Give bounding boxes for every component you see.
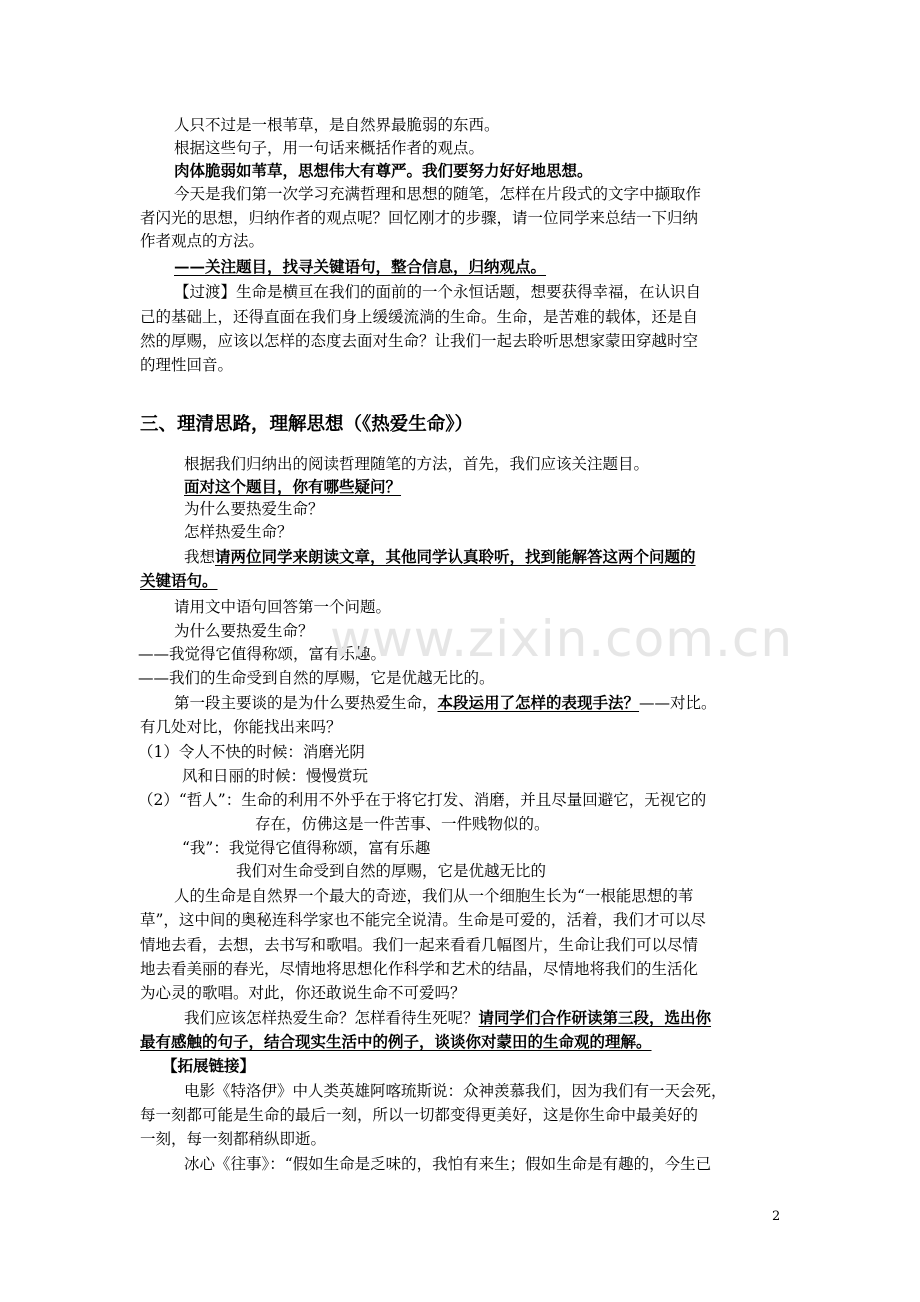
paragraph-line: 情地去看，去想，去书写和歌唱。我们一起来看看几幅图片，生命让我们可以尽情 [140, 936, 699, 954]
paragraph-line: 然的厚赐，应该以怎样的态度去面对生命？让我们一起去聆听思想家蒙田穿越时空 [140, 332, 699, 350]
question-item: 为什么要热爱生命？ [184, 500, 324, 518]
question-item: 为什么要热爱生命？ [174, 622, 314, 640]
method-summary-line: ——关注题目，找寻关键语句，整合信息，归纳观点。 [174, 257, 547, 276]
paragraph-line: 请用文中语句回答第一个问题。 [174, 598, 392, 616]
paragraph-line: 者闪光的思想，归纳作者的观点呢？回忆刚才的步骤，请一位同学来总结一下归纳 [140, 209, 699, 227]
task-emphasis-cont: 最有感触的句子，结合现实生活中的例子，谈谈你对蒙田的生命观的理解。 [140, 1032, 652, 1051]
analysis-lead: 第一段主要谈的是为什么要热爱生命， [174, 694, 438, 712]
answer-line: ——我觉得它值得称颂，富有乐趣。 [138, 645, 387, 663]
task-line [140, 1007, 790, 1029]
instruction-emphasis: 请两位同学来朗读文章，其他同学认真聆听，找到能解答这两个问题的 [215, 547, 696, 566]
contrast-item: （1）令人不快的时候：消磨光阴 [138, 743, 365, 761]
paragraph-line: 每一刻都可能是生命的最后一刻，所以一切都变得更美好，这是你生命中最美好的 [140, 1106, 699, 1124]
paragraph-line: 地去看美丽的春光，尽情地将思想化作科学和艺术的结晶，尽情地将我们的生活化 [140, 960, 699, 978]
analysis-line [140, 692, 790, 714]
contrast-item: 我们对生命受到自然的厚赐，它是优越无比的 [236, 862, 547, 880]
paragraph-line: 己的基础上，还得直面在我们身上缓缓流淌的生命。生命，是苦难的载体，还是自 [140, 308, 699, 326]
question-line: 面对这个题目，你有哪些疑问？ [184, 477, 402, 496]
instruction-line [140, 546, 790, 568]
paragraph-line: 一刻，每一刻都稍纵即逝。 [140, 1130, 327, 1148]
paragraph-line: 冰心《往事》：“假如生命是乏味的，我怕有来生；假如生命是有趣的，今生已 [184, 1155, 712, 1173]
instruction-lead: 我想 [184, 548, 216, 566]
paragraph-line: 有几处对比，你能找出来吗？ [140, 718, 342, 736]
technique-question: 本段运用了怎样的表现手法？ [437, 693, 640, 712]
paragraph-line: 为心灵的歌唱。对此，你还敢说生命不可爱吗？ [140, 984, 466, 1002]
paragraph-line: 根据这些句子，用一句话来概括作者的观点。 [174, 139, 485, 157]
contrast-item: 风和日丽的时候：慢慢赏玩 [182, 767, 369, 785]
contrast-item: （2）“哲人”：生命的利用不外乎在于将它打发、消磨，并且尽量回避它，无视它的 [138, 791, 707, 809]
paragraph-line: 电影《特洛伊》中人类英雄阿喀琉斯说：众神羡慕我们，因为我们有一天会死， [184, 1082, 727, 1100]
extension-heading: 【拓展链接】 [162, 1056, 256, 1075]
task-emphasis: 请同学们合作研读第三段，选出你 [478, 1008, 712, 1027]
paragraph-line: 人的生命是自然界一个最大的奇迹，我们从一个细胞生长为“一根能思想的苇 [174, 887, 694, 905]
watermark: www.zixin.com.cn [330, 610, 794, 668]
paragraph-line: 根据我们归纳出的阅读哲理随笔的方法，首先，我们应该关注题目。 [184, 455, 650, 473]
instruction-emphasis-cont: 关键语句。 [140, 571, 218, 590]
task-lead: 我们应该怎样热爱生命？怎样看待生死呢？ [184, 1009, 479, 1027]
paragraph-line: 的理性回音。 [140, 356, 234, 374]
page-number: 2 [772, 1209, 781, 1224]
question-item: 怎样热爱生命？ [184, 523, 293, 541]
contrast-item: 存在，仿佛这是一件苦事、一件贱物似的。 [255, 815, 550, 833]
paragraph-line: 今天是我们第一次学习充满哲理和思想的随笔，怎样在片段式的文字中撷取作 [174, 185, 702, 203]
contrast-item: “我”：我觉得它值得称颂，富有乐趣 [182, 839, 431, 857]
paragraph-line: 作者观点的方法。 [140, 232, 265, 250]
paragraph-line: 人只不过是一根苇草，是自然界最脆弱的东西。 [174, 116, 500, 134]
key-point-line: 肉体脆弱如苇草，思想伟大有尊严。我们要努力好好地思想。 [174, 161, 593, 180]
transition-line: 【过渡】生命是横亘在我们的面前的一个永恒话题，想要获得幸福，在认识自 [174, 283, 702, 301]
section-heading: 三、理清思路，理解思想（《热爱生命》） [140, 414, 474, 435]
paragraph-line: 草”，这中间的奥秘连科学家也不能完全说清。生命是可爱的，活着，我们才可以尽 [140, 911, 706, 929]
technique-answer: ——对比。 [639, 694, 717, 712]
answer-line: ——我们的生命受到自然的厚赐，它是优越无比的。 [138, 669, 495, 687]
